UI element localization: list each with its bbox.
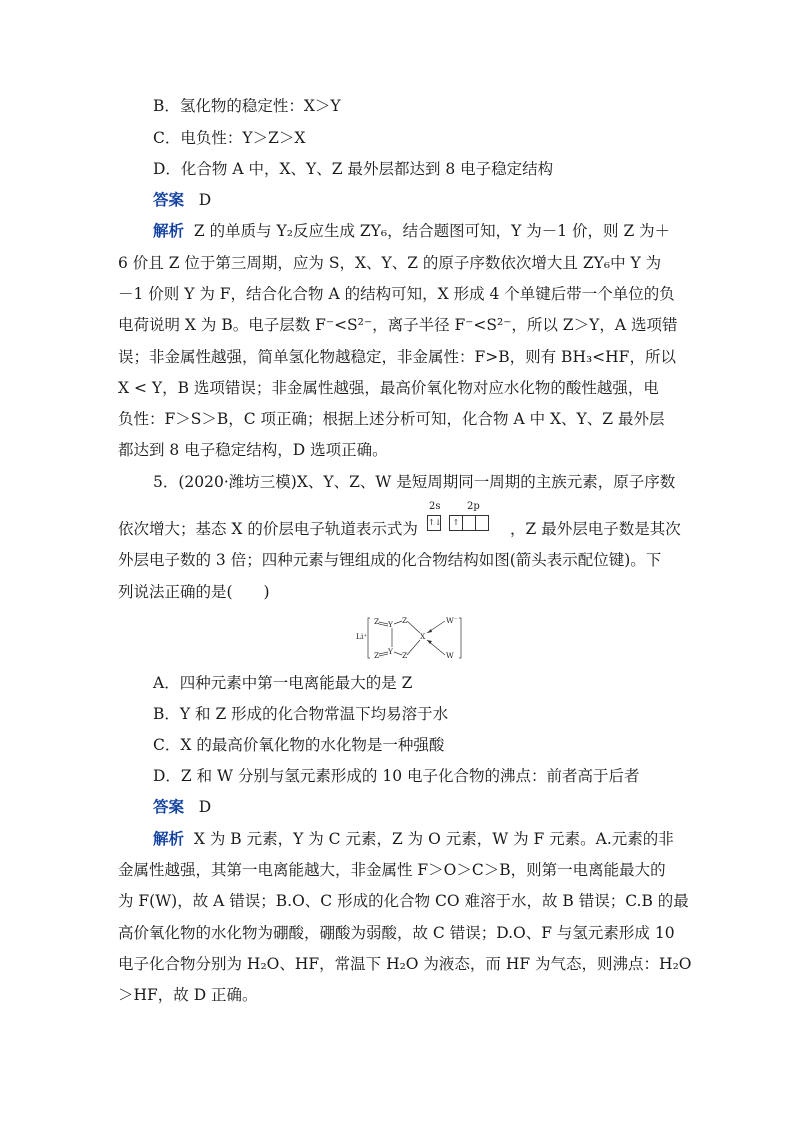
q5-analysis-line: 为 F(W)，故 A 错误；B.O、C 形成的化合物 CO 难溶于水，故 B 错误；C.B 的最 [118, 892, 689, 910]
struct-bond [407, 640, 420, 655]
q4-option-d: D．化合物 A 中，X、Y、Z 最外层都达到 8 电子稳定结构 [153, 160, 554, 178]
struct-bracket-right [459, 618, 461, 658]
q4-analysis-line: 6 价且 Z 位于第三周期，应为 S，X、Y、Z 的原子序数依次增大且 ZY₆中 Y 为 [118, 254, 662, 272]
orbital-label-2s: 2s [429, 501, 441, 512]
q5-option-d: D．Z 和 W 分别与氢元素形成的 10 电子化合物的沸点：前者高于后者 [153, 767, 640, 785]
q5-stem-line: ，Z 最外层电子数是其次 [510, 520, 681, 538]
q5-analysis-line: 高价氧化物的水化物为硼酸，硼酸为弱酸，故 C 错误；D.O、F 与氢元素形成 10 [118, 924, 675, 942]
answer-tag: 答案 [153, 797, 185, 816]
q4-analysis-line: 都达到 8 电子稳定结构，D 选项正确。 [118, 441, 388, 459]
struct-z-label: Z [374, 617, 380, 626]
struct-charge: － [453, 616, 459, 622]
q4-analysis-line: 误；非金属性越强，简单氢化物越稳定，非金属性：F>B，则有 BH₃<HF，所以 [118, 348, 676, 366]
struct-z-label: Z [374, 651, 380, 660]
orbital-label-2p: 2p [467, 501, 480, 512]
orbital-box-2p-1: ↑ [449, 515, 463, 531]
q5-analysis-line [153, 829, 674, 849]
q4-option-b: B．氢化物的稳定性：X＞Y [153, 97, 341, 115]
struct-bracket-left [368, 618, 370, 658]
struct-bond [379, 624, 388, 626]
analysis-text: X 为 B 元素，Y 为 C 元素，Z 为 O 元素，W 为 F 元素。A.元素的非 [193, 830, 674, 848]
struct-arrowhead [427, 629, 432, 633]
q5-stem-line: 5．(2020·潍坊三模)X、Y、Z、W 是短周期同一周期的主族元素，原子序数 [153, 473, 676, 491]
q5-analysis-line: 电子化合物分别为 H₂O、HF，常温下 H₂O 为液态，而 HF 为气态，则沸点：H₂O [118, 955, 692, 973]
struct-y-label: Y [388, 620, 393, 629]
q4-analysis-line [153, 221, 670, 241]
struct-y-label: Y [388, 647, 393, 656]
struct-w-label: W [446, 616, 454, 625]
q5-answer [153, 797, 211, 817]
struct-bond [394, 621, 402, 624]
lithium-compound-structure-diagram [355, 612, 470, 662]
answer-tag: 答案 [153, 190, 185, 209]
struct-bond [379, 654, 388, 656]
struct-bond [407, 621, 420, 633]
q5-option-b: B．Y 和 Z 形成的化合物常温下均易溶于水 [153, 705, 449, 723]
struct-z-label: Z [402, 616, 408, 625]
struct-z-label: Z [402, 651, 408, 660]
q4-analysis-line: X < Y，B 选项错误；非金属性越强，最高价氧化物对应水化物的酸性越强，电 [118, 379, 659, 397]
orbital-box-2p-3 [475, 515, 489, 531]
q5-option-a: A．四种元素中第一电离能最大的是 Z [153, 674, 413, 692]
q4-analysis-line: －1 价则 Y 为 F，结合化合物 A 的结构可知，X 形成 4 个单键后带一个单位的负 [118, 285, 675, 303]
struct-x-label: X [420, 632, 426, 641]
q4-analysis-line: 电荷说明 X 为 B。电子层数 F⁻<S²⁻，离子半径 F⁻<S²⁻，所以 Z＞Y，A 选项错 [118, 316, 678, 334]
answer-value: D [198, 191, 212, 209]
analysis-tag: 解析 [153, 221, 185, 240]
struct-li-label: Li⁺ [356, 632, 368, 641]
q5-analysis-line: 金属性越强，其第一电离能越大，非金属性 F＞O＞C＞B，则第一电离能最大的 [118, 861, 666, 879]
answer-value: D [198, 798, 212, 816]
orbital-box-2s: ↑↓ [427, 515, 441, 531]
q4-analysis-line: 负性：F＞S＞B，C 项正确；根据上述分析可知，化合物 A 中 X、Y、Z 最外层 [118, 410, 665, 428]
orbital-box-2p-2 [462, 515, 476, 531]
q5-stem-line: 外层电子数的 3 倍；四种元素与锂组成的化合物结构如图(箭头表示配位键)。下 [118, 551, 662, 569]
analysis-text: Z 的单质与 Y₂反应生成 ZY₆，结合题图可知，Y 为－1 价，则 Z 为＋ [193, 222, 671, 240]
q5-analysis-line: ＞HF，故 D 正确。 [118, 986, 258, 1004]
struct-bond [379, 622, 388, 624]
struct-bond [394, 652, 402, 655]
q4-answer [153, 190, 211, 210]
analysis-tag: 解析 [153, 829, 185, 848]
q5-stem-line: 列说法正确的是( ) [118, 583, 270, 601]
q5-stem-line: 依次增大；基态 X 的价层电子轨道表示式为 [118, 520, 418, 538]
struct-bond [379, 652, 388, 654]
orbital-diagram [425, 502, 505, 532]
q4-option-c: C．电负性：Y＞Z＞X [153, 129, 306, 147]
struct-w-label: W [446, 651, 454, 660]
q5-option-c: C．X 的最高价氧化物的水化物是一种强酸 [153, 736, 445, 754]
